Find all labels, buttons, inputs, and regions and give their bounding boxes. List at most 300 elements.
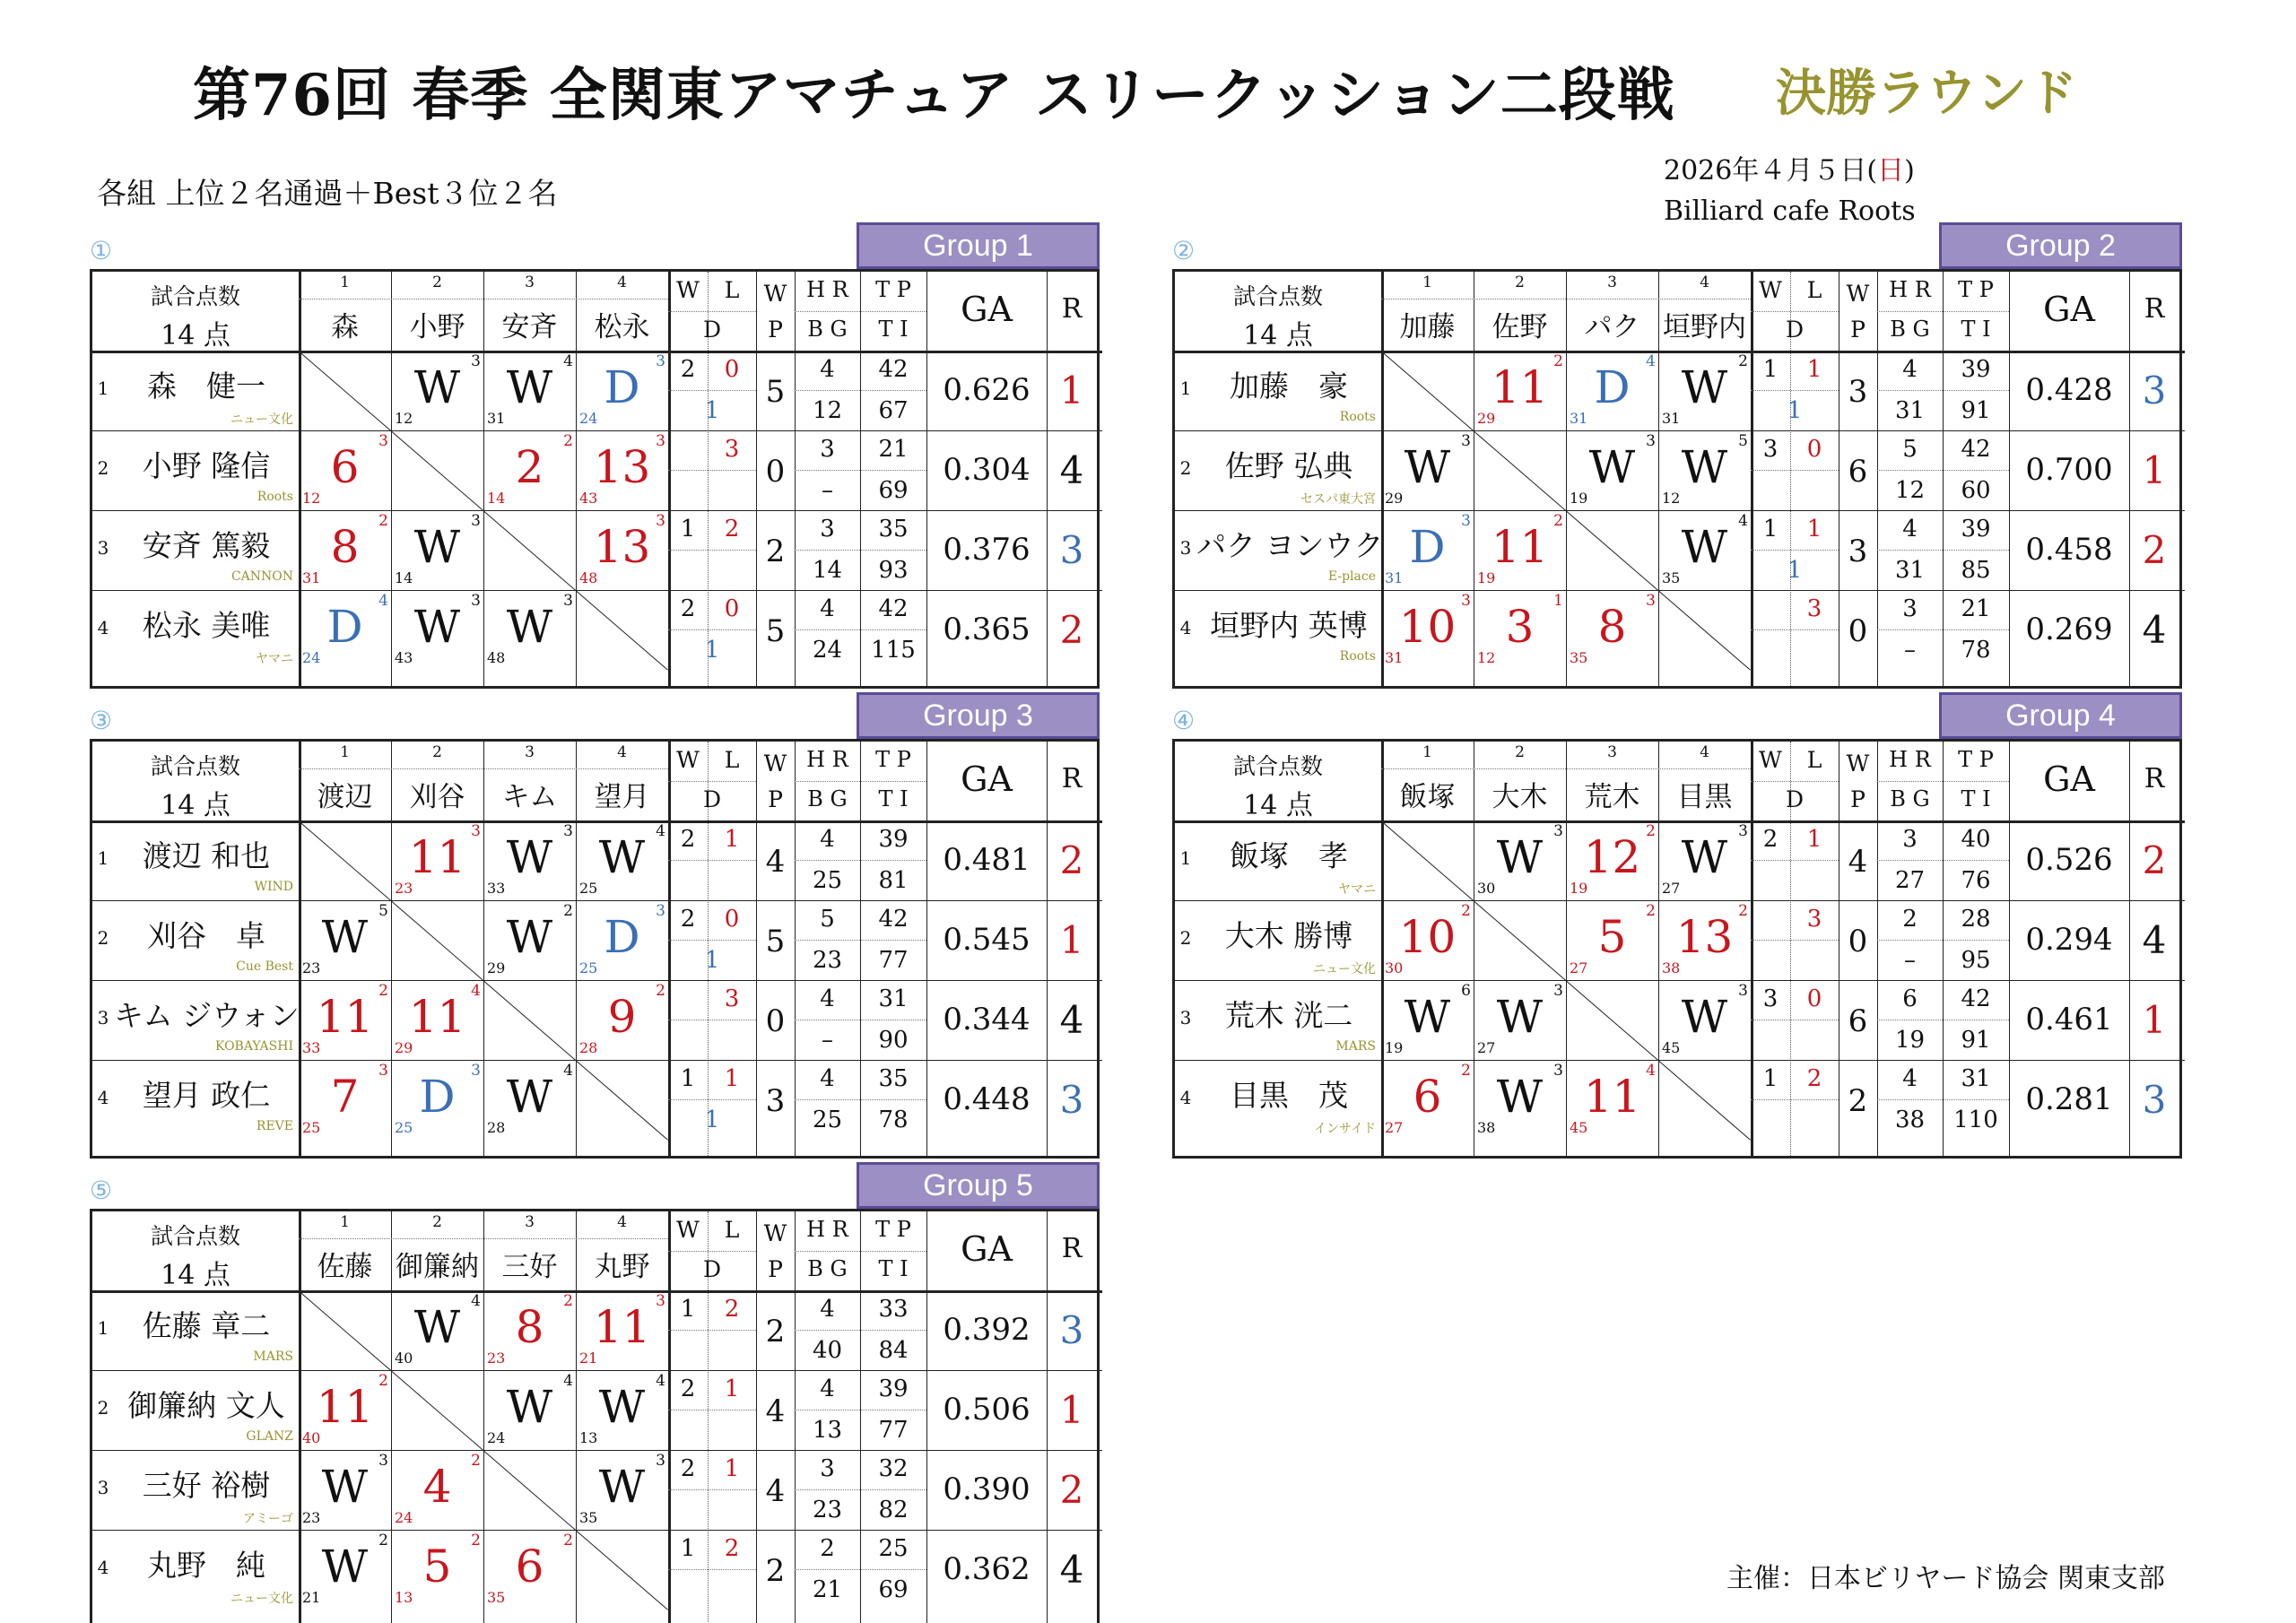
match-result: W	[413, 1301, 461, 1353]
total-points: 42	[1961, 436, 1991, 463]
player-club: REVE	[256, 1119, 293, 1133]
match-result: W	[1404, 991, 1451, 1043]
grid-line	[668, 860, 756, 861]
match-innings: 40	[395, 1350, 413, 1367]
total-innings: 110	[1953, 1107, 1998, 1133]
grid-line	[795, 1099, 926, 1100]
wins-header: W	[676, 747, 700, 773]
total-points: 32	[878, 1455, 909, 1482]
match-high-run: 3	[378, 1452, 388, 1470]
opponent-name: 佐野	[1492, 311, 1548, 343]
high-run: 5	[1902, 436, 1918, 463]
grid-line	[92, 980, 1102, 981]
grid-line	[1877, 781, 2009, 782]
draws-count: 1	[1787, 557, 1803, 584]
player-club: E-place	[1327, 569, 1376, 584]
rank-header: R	[1061, 763, 1083, 794]
match-result: 5	[422, 1541, 452, 1593]
match-result: W	[1496, 1071, 1544, 1123]
match-innings: 24	[579, 410, 598, 427]
player-club: ヤマニ	[256, 652, 293, 666]
grid-line	[795, 940, 926, 941]
win-points: 3	[765, 1083, 786, 1119]
general-average: 0.481	[943, 842, 1031, 878]
grid-line	[795, 1569, 926, 1570]
general-average: 0.461	[2025, 1002, 2113, 1037]
general-average: 0.281	[2025, 1081, 2113, 1117]
match-result: W	[598, 831, 646, 883]
ti-header: T I	[1961, 317, 1991, 342]
match-result: W	[1681, 521, 1728, 573]
best-game: 31	[1894, 397, 1926, 424]
rank: 3	[1059, 1308, 1084, 1352]
grid-line	[668, 940, 756, 941]
match-innings: 23	[487, 1350, 506, 1367]
match-result: D	[1594, 361, 1631, 413]
wins-count: 2	[680, 356, 696, 383]
losses-count: 3	[1806, 595, 1822, 622]
match-result: W	[413, 601, 461, 653]
match-result: 6	[330, 441, 360, 493]
best-game: 25	[812, 1107, 843, 1133]
draws-header: D	[1785, 317, 1805, 343]
match-result: W	[598, 1381, 646, 1433]
match-innings: 12	[1662, 490, 1681, 507]
match-result: 12	[1583, 831, 1641, 883]
match-high-run: 4	[656, 822, 665, 840]
high-run: 4	[820, 1376, 835, 1402]
match-result: 11	[316, 1381, 374, 1433]
tp-header: T P	[875, 277, 911, 302]
self-match-diagonal	[575, 590, 668, 671]
group-table	[1172, 692, 2182, 1159]
player-club: ニュー文化	[230, 1592, 293, 1606]
ga-header: GA	[961, 759, 1013, 799]
opponent-name: 飯塚	[1399, 781, 1456, 813]
grid-line	[1877, 311, 2009, 312]
grid-line	[668, 1489, 756, 1490]
match-high-run: 2	[378, 1372, 388, 1390]
win-points: 5	[765, 613, 786, 649]
wp-header-bottom: P	[768, 786, 783, 812]
row-number: 4	[97, 617, 109, 638]
rank: 3	[2142, 369, 2167, 412]
match-high-run: 2	[378, 1532, 388, 1549]
wins-count: 2	[680, 1455, 696, 1482]
self-match-diagonal	[575, 1530, 668, 1610]
row-number: 3	[1179, 537, 1192, 559]
grid-line	[795, 311, 926, 312]
draws-count: 1	[704, 397, 720, 424]
wins-count: 1	[680, 1535, 696, 1562]
opponent-name: 荒木	[1584, 781, 1640, 813]
tp-header: T P	[1958, 747, 1994, 772]
grid-line	[795, 629, 926, 630]
group-banner: Group 4	[1939, 692, 2182, 739]
match-high-run: 3	[1553, 982, 1563, 1000]
high-run: 4	[820, 826, 835, 853]
grid-line	[1751, 1099, 1839, 1100]
grid-line	[795, 390, 926, 391]
match-innings: 24	[395, 1509, 413, 1526]
hr-header: H R	[1889, 747, 1931, 772]
grid-line	[1175, 900, 2185, 901]
best-game: –	[1904, 637, 1916, 664]
match-high-run: 3	[656, 512, 665, 530]
points-value: 14 点	[1243, 320, 1313, 352]
group-banner: Group 5	[857, 1162, 1100, 1209]
match-high-run: 2	[1553, 512, 1563, 530]
grid-line	[1877, 470, 2009, 471]
opponent-name: 刈谷	[409, 781, 465, 813]
win-points: 2	[765, 1553, 786, 1589]
grid-line	[1175, 980, 2185, 981]
general-average: 0.506	[943, 1392, 1031, 1428]
best-game: –	[1904, 947, 1916, 974]
grid-line	[668, 1330, 756, 1331]
losses-header: L	[724, 1217, 740, 1243]
match-result: 2	[515, 441, 544, 493]
advance-rule: 各組 上位２名通過＋Best３位２名	[97, 176, 558, 211]
match-high-run: 3	[563, 822, 573, 840]
general-average: 0.626	[943, 372, 1031, 408]
total-innings: 78	[878, 1107, 909, 1133]
player-name: 小野 隆信	[142, 448, 271, 483]
match-high-run: 3	[1461, 512, 1471, 530]
losses-count: 2	[724, 516, 740, 542]
grid-line	[1877, 390, 2009, 391]
group-number: ③	[90, 706, 113, 735]
match-result: W	[506, 601, 553, 653]
organizer: 主催：日本ビリヤード協会 関東支部	[1726, 1563, 2165, 1594]
total-points: 33	[878, 1296, 909, 1323]
grid-line	[1877, 550, 2009, 551]
ga-header: GA	[2043, 290, 2095, 329]
match-high-run: 3	[563, 592, 573, 610]
rank: 1	[1059, 369, 1084, 412]
grid-line	[795, 1251, 926, 1252]
self-match-diagonal	[1565, 510, 1658, 591]
match-result: 11	[1583, 1071, 1641, 1123]
match-high-run: 3	[471, 1062, 481, 1080]
match-result: D	[604, 911, 640, 963]
wins-count: 1	[1762, 516, 1779, 542]
match-high-run: 2	[656, 982, 665, 1000]
match-high-run: 4	[378, 592, 388, 610]
match-result: 11	[1491, 521, 1549, 573]
win-points: 0	[1848, 924, 1868, 959]
match-high-run: 3	[1646, 592, 1656, 610]
match-result: 11	[408, 831, 466, 883]
general-average: 0.448	[943, 1081, 1031, 1117]
match-innings: 38	[1477, 1119, 1496, 1136]
best-game: –	[822, 1027, 833, 1054]
opponent-number: 1	[1422, 743, 1432, 761]
match-innings: 14	[487, 490, 506, 507]
bg-header: B G	[807, 786, 848, 812]
match-innings: 27	[1477, 1039, 1496, 1056]
wp-header-bottom: P	[768, 1256, 783, 1282]
match-innings: 30	[1477, 880, 1496, 897]
match-high-run: 4	[1646, 352, 1656, 370]
wins-count: 2	[680, 1376, 696, 1402]
row-number: 1	[97, 378, 109, 399]
self-match-diagonal	[1565, 980, 1658, 1061]
rank: 4	[2142, 918, 2167, 962]
general-average: 0.390	[943, 1471, 1031, 1507]
opponent-number: 4	[1700, 743, 1709, 761]
bg-header: B G	[1890, 317, 1930, 342]
grid-line	[668, 781, 756, 782]
rank: 1	[1059, 918, 1084, 962]
row-number: 1	[1179, 847, 1192, 869]
match-high-run: 2	[563, 1292, 573, 1310]
wins-count: 1	[1762, 356, 1779, 383]
high-run: 3	[820, 436, 835, 463]
grid-line	[1175, 590, 2185, 591]
bg-header: B G	[1890, 786, 1930, 812]
row-number: 3	[97, 537, 109, 559]
match-innings: 27	[1570, 959, 1588, 976]
match-high-run: 5	[378, 902, 388, 920]
losses-header: L	[1806, 277, 1822, 303]
total-innings: 69	[878, 1576, 909, 1603]
player-name: 大木 勝博	[1224, 918, 1353, 953]
self-match-diagonal	[1657, 590, 1751, 671]
group-grid	[90, 1209, 1100, 1623]
match-high-run: 4	[471, 982, 481, 1000]
rank: 2	[2142, 838, 2167, 882]
losses-count: 2	[724, 1535, 740, 1562]
match-result: 6	[515, 1541, 544, 1593]
match-innings: 21	[302, 1589, 321, 1606]
high-run: 4	[1902, 516, 1918, 542]
match-result: W	[1681, 991, 1728, 1043]
total-innings: 91	[1961, 1027, 1991, 1054]
win-points: 2	[765, 1314, 786, 1350]
match-result: 8	[1597, 601, 1627, 653]
match-high-run: 2	[1738, 352, 1748, 370]
total-points: 21	[878, 436, 909, 463]
row-number: 2	[1179, 927, 1192, 949]
wp-header-bottom: P	[1850, 786, 1866, 812]
grid-line	[668, 629, 756, 630]
general-average: 0.700	[2025, 452, 2113, 488]
player-club: MARS	[253, 1350, 293, 1364]
match-innings: 13	[395, 1589, 413, 1606]
grid-line	[1751, 550, 1839, 551]
player-name: 丸野 純	[147, 1548, 265, 1583]
losses-count: 1	[1806, 516, 1822, 542]
win-points: 2	[1848, 1083, 1868, 1119]
match-result: W	[1404, 441, 1451, 493]
match-high-run: 4	[563, 352, 573, 370]
grid-line	[92, 900, 1102, 901]
wins-count: 1	[680, 516, 696, 542]
match-high-run: 3	[471, 512, 481, 530]
match-high-run: 2	[563, 432, 573, 450]
match-result: W	[1681, 831, 1728, 883]
match-innings: 31	[1570, 410, 1588, 427]
wp-header-top: W	[763, 751, 787, 777]
rank-header: R	[1061, 1233, 1083, 1264]
match-result: W	[1681, 361, 1728, 413]
opponent-number: 2	[432, 743, 442, 761]
win-points: 0	[765, 454, 786, 490]
draws-header: D	[1785, 786, 1805, 812]
opponent-number: 3	[525, 273, 535, 291]
rank-header: R	[2144, 293, 2165, 325]
losses-count: 1	[1806, 356, 1822, 383]
match-innings: 40	[302, 1429, 321, 1446]
grid-line	[1751, 781, 1839, 782]
row-number: 2	[97, 457, 109, 479]
hr-header: H R	[806, 1217, 848, 1242]
opponent-number: 3	[525, 743, 535, 761]
grid-line	[1751, 390, 1839, 391]
match-result: W	[506, 361, 553, 413]
match-innings: 29	[1385, 490, 1404, 507]
win-points: 4	[765, 1393, 786, 1429]
losses-count: 1	[724, 1065, 740, 1092]
opponent-number: 1	[340, 273, 350, 291]
match-high-run: 3	[1646, 432, 1656, 450]
row-number: 4	[1179, 1087, 1192, 1108]
high-run: 3	[820, 1455, 835, 1482]
points-value: 14 点	[161, 1260, 230, 1291]
total-points: 31	[1961, 1065, 1991, 1092]
row-number: 3	[97, 1007, 109, 1028]
player-club: Roots	[1339, 649, 1376, 664]
match-result: D	[604, 361, 640, 413]
match-innings: 45	[1662, 1039, 1681, 1056]
match-high-run: 3	[656, 352, 665, 370]
general-average: 0.458	[2025, 532, 2113, 568]
match-result: W	[598, 1461, 646, 1513]
match-high-run: 2	[471, 1452, 481, 1470]
group-number: ⑤	[90, 1176, 113, 1205]
best-game: 21	[812, 1576, 843, 1603]
page-subtitle: 決勝ラウンド	[1776, 64, 2077, 123]
rank: 1	[1059, 1388, 1084, 1432]
match-result: D	[1409, 521, 1446, 573]
general-average: 0.392	[943, 1312, 1031, 1348]
match-innings: 35	[487, 1589, 506, 1606]
ga-header: GA	[961, 290, 1013, 329]
self-match-diagonal	[483, 510, 576, 591]
player-club: ニュー文化	[230, 412, 293, 427]
grid-line	[1877, 629, 2009, 630]
match-innings: 12	[302, 490, 321, 507]
grid-line	[92, 1370, 1102, 1371]
opponent-number: 4	[617, 743, 627, 761]
self-match-diagonal	[298, 1290, 391, 1371]
match-innings: 43	[395, 649, 413, 666]
best-game: 13	[812, 1417, 843, 1444]
grid-line	[668, 1569, 756, 1570]
match-high-run: 2	[1738, 902, 1748, 920]
player-club: インサイド	[1313, 1122, 1376, 1136]
match-innings: 29	[487, 959, 506, 976]
player-name: パク ヨンウク	[1196, 528, 1384, 563]
losses-header: L	[724, 747, 740, 773]
match-innings: 21	[579, 1350, 598, 1367]
opponent-name: 渡辺	[317, 781, 373, 813]
row-number: 3	[1179, 1007, 1192, 1028]
event-day: 日	[1877, 155, 1905, 187]
total-points: 35	[878, 516, 909, 542]
opponent-name: パク	[1584, 311, 1640, 343]
self-match-diagonal	[483, 980, 576, 1061]
general-average: 0.545	[943, 922, 1031, 958]
match-innings: 31	[1385, 649, 1404, 666]
player-name: 刈谷 卓	[147, 918, 265, 953]
losses-count: 0	[1806, 985, 1822, 1012]
player-club: セスパ東大宮	[1300, 492, 1376, 507]
match-result: 7	[330, 1071, 360, 1123]
rank: 2	[2142, 528, 2167, 572]
total-innings: 60	[1961, 477, 1991, 504]
grid-line	[668, 550, 756, 551]
match-innings: 35	[1662, 569, 1681, 586]
draws-count: 1	[704, 637, 720, 664]
match-innings: 33	[302, 1039, 321, 1056]
rank: 3	[1059, 1078, 1084, 1122]
match-result: W	[506, 1071, 553, 1123]
match-innings: 24	[302, 649, 321, 666]
win-points: 6	[1848, 454, 1868, 490]
points-value: 14 点	[161, 320, 230, 352]
group-grid	[1172, 739, 2182, 1159]
rank: 4	[1059, 448, 1084, 492]
match-result: W	[506, 831, 553, 883]
opponent-name: 垣野内	[1663, 311, 1746, 343]
high-run: 5	[820, 906, 835, 933]
match-innings: 33	[487, 880, 506, 897]
player-name: 飯塚 孝	[1230, 838, 1348, 873]
rank-header: R	[1061, 293, 1083, 325]
points-label: 試合点数	[150, 753, 240, 779]
match-high-run: 3	[471, 822, 481, 840]
player-name: 佐藤 章二	[142, 1308, 271, 1343]
grid-line	[795, 1489, 926, 1490]
total-innings: 81	[878, 867, 909, 894]
wins-count: 1	[680, 1296, 696, 1323]
grid-line	[668, 1099, 756, 1100]
best-game: 23	[812, 947, 843, 974]
losses-count: 2	[724, 1296, 740, 1323]
match-high-run: 4	[1646, 1062, 1656, 1080]
match-innings: 27	[1385, 1119, 1404, 1136]
grid-line	[795, 1330, 926, 1331]
losses-count: 0	[724, 356, 740, 383]
best-game: 12	[1894, 477, 1926, 504]
total-points: 39	[878, 826, 909, 853]
grid-line	[1381, 768, 1751, 769]
match-result: 9	[607, 991, 637, 1043]
match-high-run: 3	[1461, 592, 1471, 610]
total-points: 39	[1961, 356, 1991, 383]
grid-line	[92, 430, 1102, 431]
player-club: MARS	[1335, 1039, 1376, 1054]
player-club: Roots	[257, 490, 293, 504]
total-innings: 76	[1961, 867, 1991, 894]
match-high-run: 3	[1553, 1062, 1563, 1080]
player-name: 森 健一	[147, 369, 265, 404]
match-high-run: 3	[656, 1452, 665, 1470]
wins-header: W	[676, 1217, 700, 1243]
match-high-run: 2	[1461, 902, 1471, 920]
